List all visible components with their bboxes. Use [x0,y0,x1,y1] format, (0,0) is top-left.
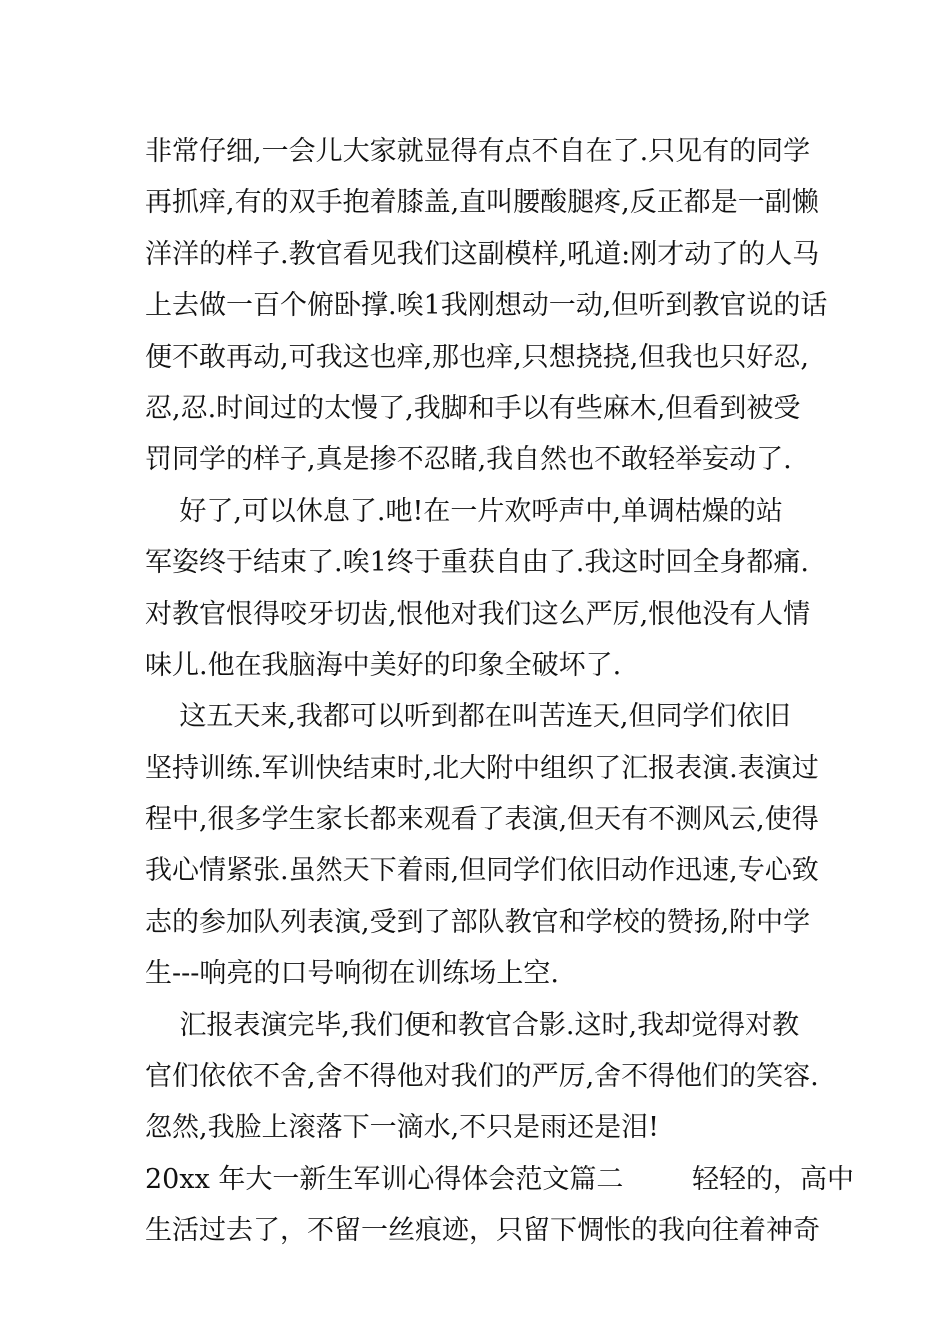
text-line: 生活过去了，不留一丝痕迹，只留下惆怅的我向往着神奇 [145,1215,820,1247]
text-line: 我心情紧张.虽然天下着雨,但同学们依旧动作迅速,专心致 [145,855,819,887]
document-body [145,126,855,1257]
text-line: 非常仔细,一会儿大家就显得有点不自在了.只见有的同学 [145,136,811,167]
text-line: 坚持训练.军训快结束时,北大附中组织了汇报表演.表演过 [145,752,819,784]
section-heading-line: 20xx 年大一新生军训心得体会范文篇二 轻轻的，高中 [145,1163,855,1195]
text-line: 好了,可以休息了.吔!在一片欢呼声中,单调枯燥的站 [145,495,783,527]
text-line: 罚同学的样子,真是掺不忍睹,我自然也不敢轻举妄动了. [145,444,792,476]
text-line: 程中,很多学生家长都来观看了表演,但天有不测风云,使得 [145,804,819,836]
text-line: 对教官恨得咬牙切齿,恨他对我们这么严厉,恨他没有人情 [145,598,811,630]
text-line: 上去做一百个俯卧撑.唉1我刚想动一动,但听到教官说的话 [145,290,828,322]
text-line: 志的参加队列表演,受到了部队教官和学校的赞扬,附中学 [145,906,811,938]
text-line: 生---响亮的口号响彻在训练场上空. [145,958,559,990]
text-line: 这五天来,我都可以听到都在叫苦连天,但同学们依旧 [145,701,791,733]
text-line: 军姿终于结束了.唉1终于重获自由了.我这时回全身都痛. [145,547,809,579]
text-line: 忽然,我脸上滚落下一滴水,不只是雨还是泪! [145,1112,660,1144]
text-line: 洋洋的样子.教官看见我们这副模样,吼道:刚才动了的人马 [145,238,820,270]
text-line: 汇报表演完毕,我们便和教官合影.这时,我却觉得对教 [145,1009,800,1041]
text-line: 忍,忍.时间过的太慢了,我脚和手以有些麻木,但看到被受 [145,392,801,424]
text-line: 便不敢再动,可我这也痒,那也痒,只想挠挠,但我也只好忍, [145,341,809,373]
text-line: 官们依依不舍,舍不得他对我们的严厉,舍不得他们的笑容. [145,1061,819,1093]
text-line: 再抓痒,有的双手抱着膝盖,直叫腰酸腿疼,反正都是一副懒 [145,187,819,219]
text-line: 味儿.他在我脑海中美好的印象全破坏了. [145,649,622,681]
